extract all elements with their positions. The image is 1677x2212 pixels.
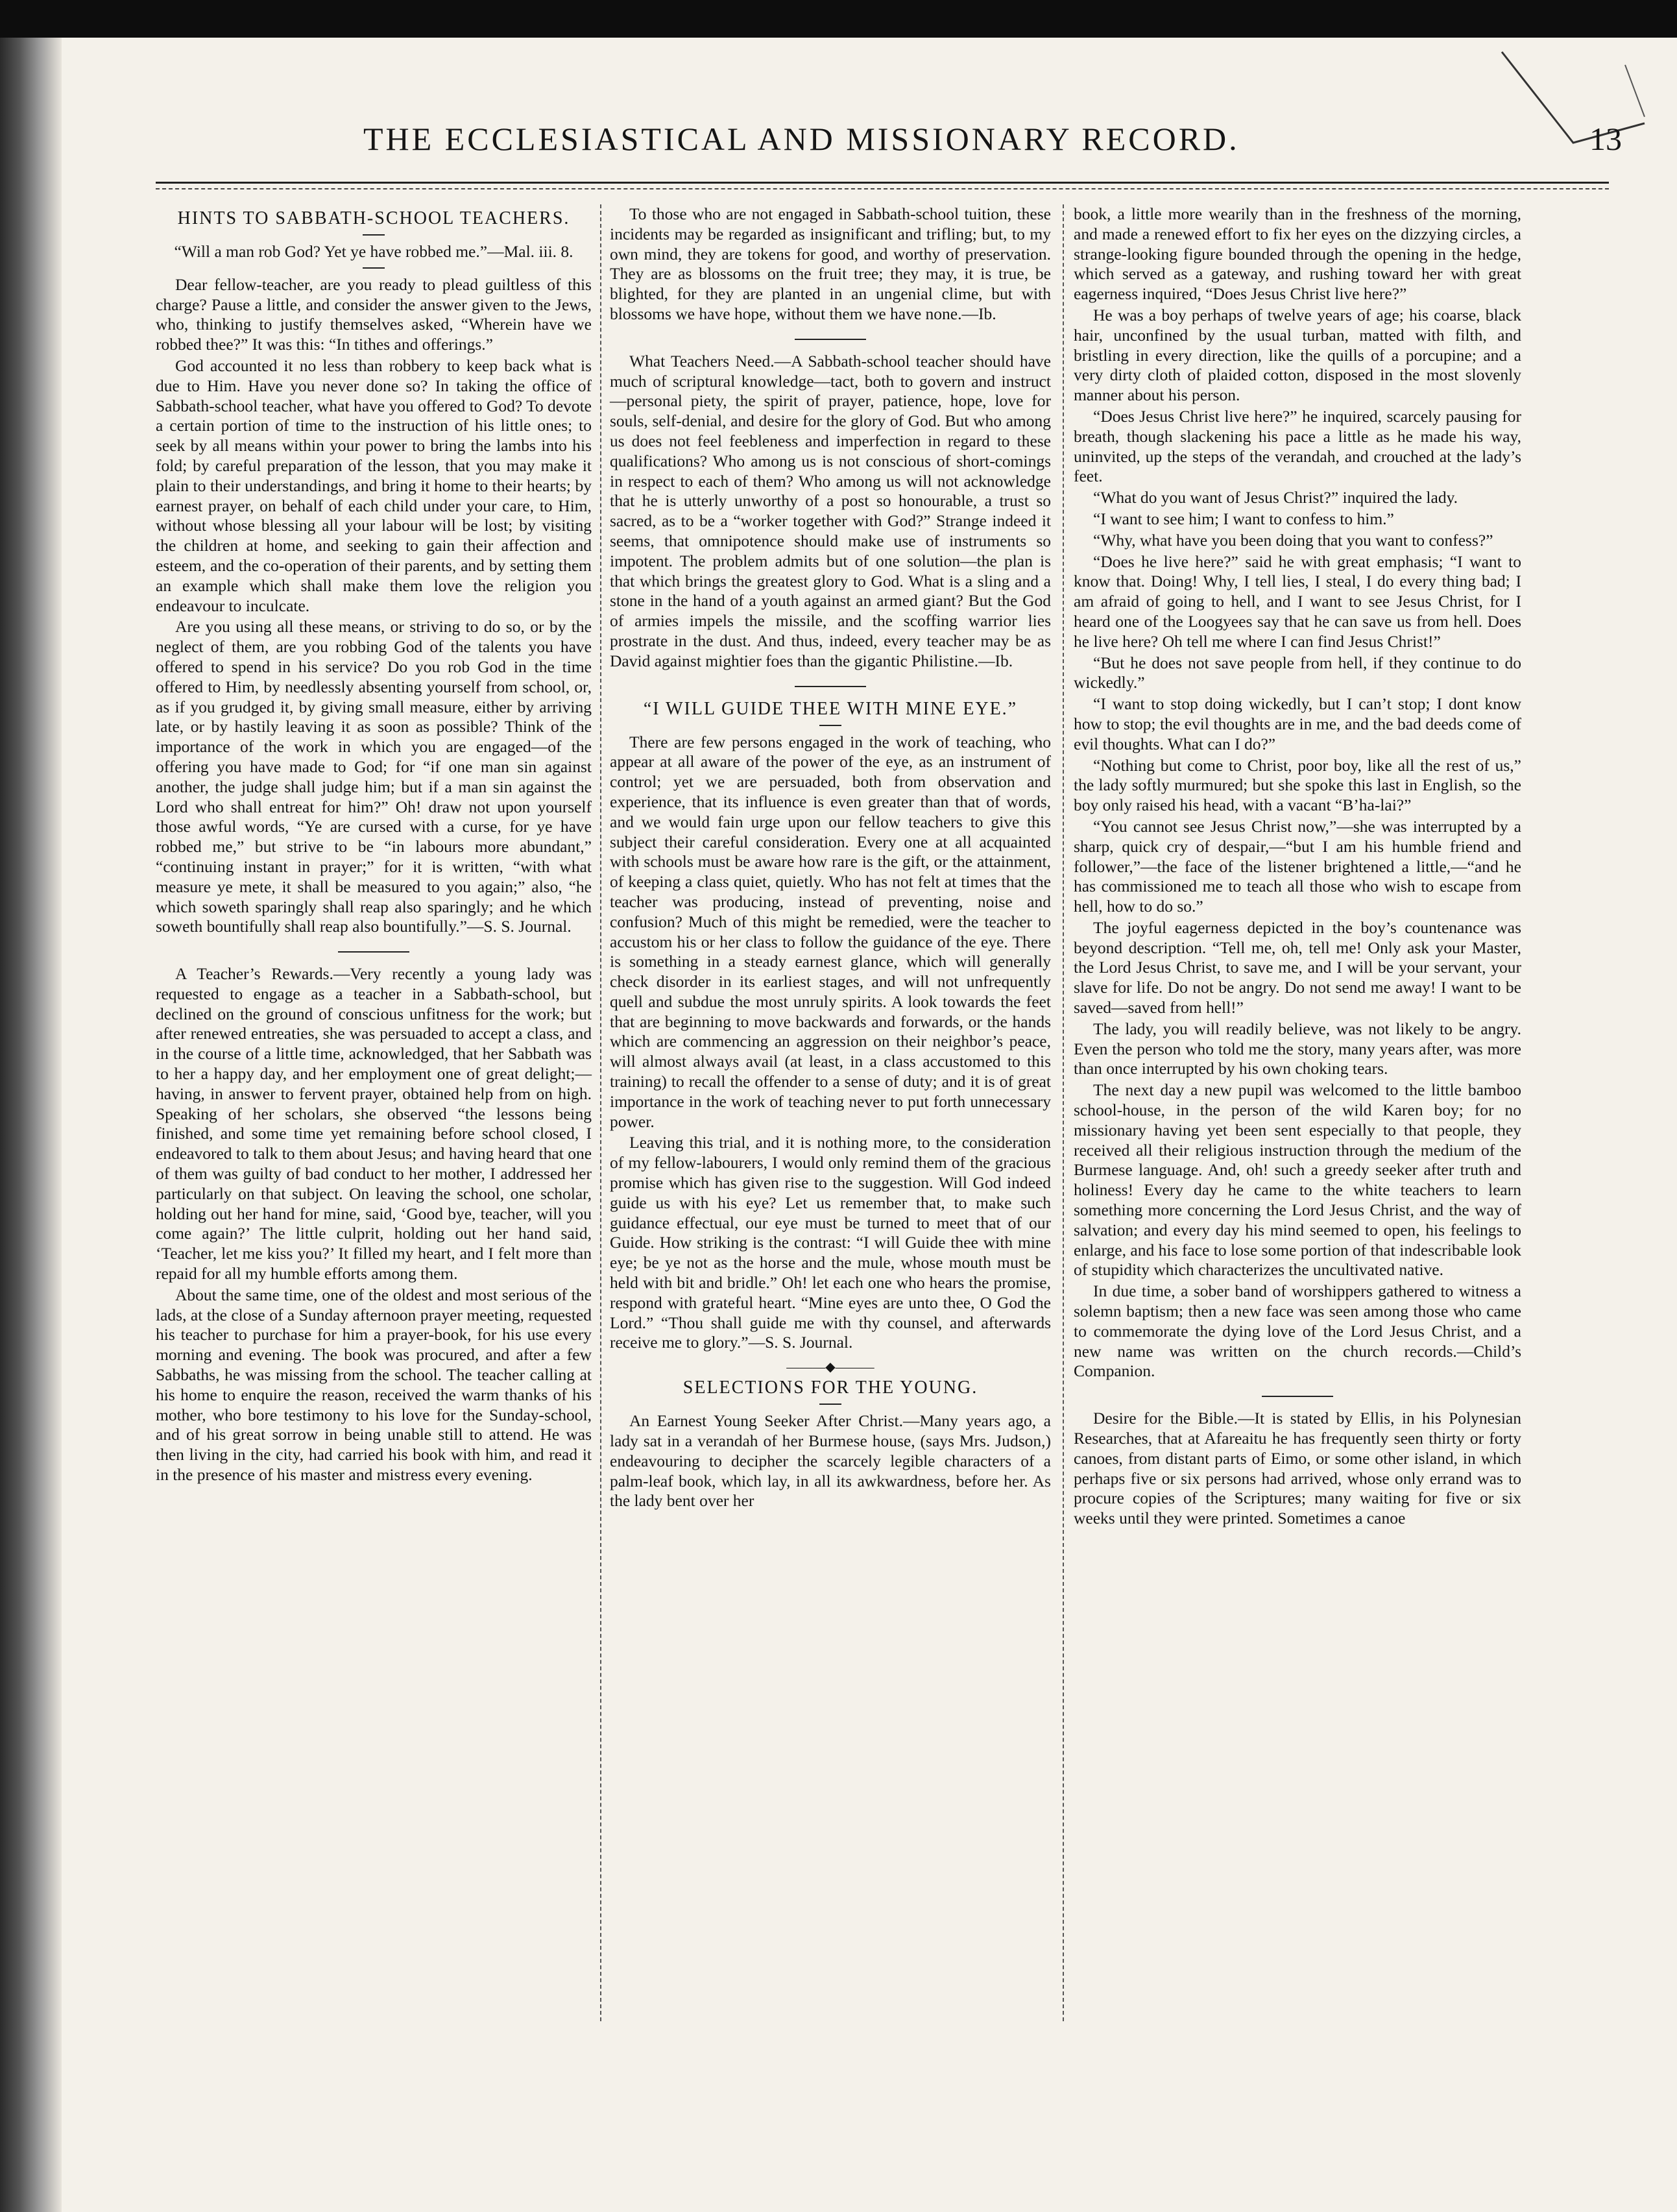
- paragraph: “Why, what have you been doing that you want to confess?”: [1093, 530, 1493, 550]
- paragraph: The lady, you will readily believe, was not likely to be angry. Even the person who told me the story, many years after, was more than once interrupted by his own choking tears.: [1074, 1019, 1521, 1078]
- section-separator: [338, 951, 409, 953]
- title-rule: [819, 1404, 841, 1405]
- page-top-border: [0, 0, 1677, 38]
- column-1: [156, 204, 592, 1487]
- paragraph-what-teachers-need: What Teachers Need.—A Sabbath-school teacher should have much of scriptural knowledge—tact, both to govern and instruct—personal piety, the spirit of prayer, patience, hope, love for souls, self-denial, and desire for the glory of God. But who among us does not feel feebleness and imperfection in regard to these qualifications? Who among us is not conscious of short-comings in respect to each of them? Who among us will not acknowledge that he is utterly unworthy of a post so honourable, a trust so sacred, as to be a “worker together with God?” Strange indeed it seems, that omnipotence should make use of instruments so impotent. The problem admits but of one solution—the plan is that which brings the greatest glory to God. What is a sling and a stone in the hand of a youth against an armed giant? But the God of armies impels the missile, and the scoffing warrior lies prostrate in the dust. And thus, indeed, every teacher may be as David against mightier foes than the gigantic Philistine.—Ib.: [610, 351, 1051, 670]
- running-title: THE ECCLESIASTICAL AND MISSIONARY RECORD.: [363, 121, 1240, 157]
- column-divider: [1063, 204, 1064, 2021]
- section-title-selections: SELECTIONS FOR THE YOUNG.: [682, 1378, 978, 1398]
- title-rule: [363, 234, 385, 236]
- section-separator: [795, 339, 866, 340]
- paragraph-teachers-rewards: A Teacher’s Rewards.—Very recently a young lady was requested to engage as a teacher in a Sabbath-school, but declined on the ground of conscious unfitness for the work; but after renewed entreaties, she was persuaded to accept a class, and in the course of a little time, acknowledged, that her Sabbath was to her a happy day, and her employment one of great delight;—having, in answer to fervent prayer, obtained help from on high. Speaking of her scholars, she observed “the lessons being finished, and some time yet remaining before school closed, I endeavored to talk to them about Jesus; and having heard that one of them was guilty of bad conduct to her mother, I addressed her particularly on that subject. On leaving the school, one scholar, holding out her hand for mine, said, ‘Good bye, teacher, will you come again?’ The little culprit, holding out her hand said, ‘Teacher, let me kiss you?’ It filled my heart, and I felt more than repaid for all my humble efforts among them.: [156, 964, 592, 1283]
- paragraph: book, a little more wearily than in the freshness of the morning, and made a renewed effort to fix her eyes on the dizzying circles, a strange-looking figure bounded through the opening in the hedge, which served as a gateway, and rushing toward her with great eagerness inquired, “Does Jesus Christ live here?”: [1074, 204, 1521, 304]
- paragraph: “Does Jesus Christ live here?” he inquired, scarcely pausing for breath, though slackening his pace a little as he made his way, uninvited, up the steps of the verandah, and crouched at the lady’s feet.: [1074, 406, 1521, 486]
- paragraph: There are few persons engaged in the work of teaching, who appear at all aware of the power of the eye, as an instrument of control; yet we are persuaded, both from observation and experience, that its influence is even greater than that of words, and we would fain urge upon our fellow teachers to give this subject their careful consideration. Every one at all acquainted with schools must be aware how rare is the gift, or the attainment, of keeping a class quiet, quietly. Who has not felt at times that the teacher was producing, instead of preventing, noise and confusion? Much of this might be remedied, were the teacher to accustom his or her class to follow the guidance of the eye. There is something in a steady earnest glance, which will generally check disorder in its earliest stages, and will not unfrequently quell and subdue the most unruly spirits. A look towards the feet that are beginning to move backwards and forwards, or the hands which are commencing an aggression on their neighbor’s peace, will almost always avail (at least, in a class accustomed to this training) to recall the offender to a sense of duty; and it is of great importance in the work of teaching never to put forth unnecessary power.: [610, 732, 1051, 1131]
- section-separator: [795, 686, 866, 687]
- paragraph: “But he does not save people from hell, if they continue to do wickedly.”: [1074, 653, 1521, 692]
- paragraph: “I want to stop doing wickedly, but I can’t stop; I dont know how to stop; the evil thoughts are in me, and the bad deeds come of evil thoughts. What can I do?”: [1074, 694, 1521, 753]
- article-title-hints: HINTS TO SABBATH-SCHOOL TEACHERS.: [177, 208, 570, 228]
- paragraph: God accounted it no less than robbery to keep back what is due to Him. Have you never done so? In taking the office of Sabbath-school teacher, what have you offered to God? To devote a certain portion of time to the instruction of his little ones; to seek by all means within your power to bring the lambs into his fold; by careful preparation of the lesson, that you may make it plain to their understandings, and bring it home to their hearts; by earnest prayer, on behalf of each child under your care, to Him, without whose blessing all your labour will be lost; by visiting the children at home, and seeking to gain their affection and esteem, and the co-operation of their parents, and by setting them an example which shall make them love the religion you endeavour to inculcate.: [156, 356, 592, 615]
- paragraph: Leaving this trial, and it is nothing more, to the consideration of my fellow-labourers, I would only remind them of the gracious promise which has given rise to the suggestion. Will God indeed guide us with his eye? Let us remember that, to make such guidance effectual, our eye must be turned to meet that of our Guide. How striking is the contrast: “I will Guide thee with mine eye; be ye not as the horse and the mule, whose mouth must be held with bit and bridle.” Oh! let each one who hears the promise, respond with grateful heart. “Mine eyes are unto thee, O God the Lord.” “Thou shall guide me with thy counsel, and afterwards receive me to glory.”—S. S. Journal.: [610, 1133, 1051, 1352]
- ornamental-separator: ———◆———: [786, 1360, 875, 1375]
- paragraph: The next day a new pupil was welcomed to the little bamboo school-house, in the person of the wild Karen boy; for no missionary having yet been sent especially to that people, they received all their religious instruction through the medium of the Burmese language. And, oh! such a greedy seeker after truth and holiness! Every day he came to the white teachers to learn something more concerning the Lord Jesus Christ, and the way of salvation; and every day his mind seemed to open, his feelings to enlarge, and his face to lose some portion of that indescribable look of stupidity which characterizes the uncultivated native.: [1074, 1080, 1521, 1280]
- paragraph: Are you using all these means, or striving to do so, or by the neglect of them, are you robbing God of the talents you have offered to spend in his service? Do you rob God in the time offered to Him, by needlessly absenting yourself from school, or, as if you grudged it, by giving small measure, either by arriving late, or by hastily leaving it as soon as possible? Think of the importance of the work in which you are engaged—of the offering you have made to God; for “if one man sin against another, the judge shall judge him; but if a man sin against the Lord who shall entreat for him?” Oh! draw not upon yourself those awful words, “Ye are cursed with a curse, for ye have robbed me,” but strive to be “in labours more abundant,” “continuing instant in prayer;” for it is written, “with what measure ye mete, it shall be measured to you again;” also, “he which soweth sparingly shall reap also sparingly; and he which soweth bountifully shall reap also bountifully.”—S. S. Journal.: [156, 617, 592, 936]
- binding-shadow: [0, 38, 62, 2212]
- paragraph: “You cannot see Jesus Christ now,”—she was interrupted by a sharp, quick cry of despair,—“but I am his humble friend and follower,”—the face of the listener brightened a little,—“and he has commissioned me to teach all those who wish to escape from hell, how to do so.”: [1074, 816, 1521, 916]
- header-rule: [156, 182, 1609, 184]
- paragraph-earnest-seeker: An Earnest Young Seeker After Christ.—Many years ago, a lady sat in a verandah of her Burmese house, (says Mrs. Judson,) endeavouring to decipher the scarcely legible characters of a palm-leaf book, which lay, in all its awkwardness, before her. As the lady bent over her: [610, 1411, 1051, 1511]
- page-number: 13: [1589, 121, 1622, 157]
- paragraph: “Does he live here?” said he with great emphasis; “I want to know that. Doing! Why, I tell lies, I steal, I do every thing bad; I am afraid of going to hell, and I want to see Jesus Christ, for I heard one of the Loogyees say that he can save us from hell. Does he live here? Oh tell me where I can find Jesus Christ!”: [1074, 552, 1521, 651]
- page-header: [91, 120, 1622, 165]
- paragraph-desire-for-bible: Desire for the Bible.—It is stated by Ellis, in his Polynesian Researches, that at Afareaitu he has frequently seen thirty or forty canoes, from distant parts of Eimo, or some other island, in which perhaps five or six persons had arrived, whose only errand was to procure copies of the Scriptures; many waiting for five or six weeks until they were printed. Sometimes a canoe: [1074, 1409, 1521, 1528]
- section-separator: [1262, 1396, 1333, 1397]
- paragraph: “What do you want of Jesus Christ?” inquired the lady.: [1093, 488, 1458, 507]
- article-title-guide: “I WILL GUIDE THEE WITH MINE EYE.”: [643, 698, 1018, 719]
- paragraph: To those who are not engaged in Sabbath-school tuition, these incidents may be regarded as insignificant and trifling; but, to my own mind, they are tokens for good, and worthy of preservation. They are as blossoms on the fruit tree; they may, it is true, be blighted, for they are planted in an ungenial clime, but with blossoms we have hope, without them we have none.—Ib.: [610, 204, 1051, 323]
- paragraph: About the same time, one of the oldest and most serious of the lads, at the close of a Sunday afternoon prayer meeting, requested his teacher to purchase for him a prayer-book, for his use every morning and evening. The book was procured, and after a few Sabbaths, he was missing from the school. The teacher calling at his home to enquire the reason, received the warm thanks of his mother, who bore testimony to his love for the Sunday-school, and of his great sorrow in being unable still to attend. He was then living in the city, had carried his book with him, and read it in the presence of his master and mistress every evening.: [156, 1285, 592, 1485]
- paragraph: “Nothing but come to Christ, poor boy, like all the rest of us,” the lady softly murmured; but she spoke this last in English, so the boy only raised his head, with a vacant “B’ha-lai?”: [1074, 755, 1521, 815]
- paragraph: He was a boy perhaps of twelve years of age; his coarse, black hair, unconfined by the usual turban, matted with filth, and bristling in every direction, like the quills of a porcupine; and a very dirty cloth of plaided cotton, disposed in the most slovenly manner about his person.: [1074, 305, 1521, 405]
- column-2: [610, 204, 1051, 1513]
- title-rule: [363, 267, 385, 269]
- paragraph: The joyful eagerness depicted in the boy’s countenance was beyond description. “Tell me, oh, tell me! Only ask your Master, the Lord Jesus Christ, to save me, and I will be your servant, your slave for life. Do not be angry. Do not send me away! I want to be saved—saved from hell!”: [1074, 918, 1521, 1017]
- header-rule-dashed: [156, 188, 1609, 189]
- column-3: [1074, 204, 1521, 1530]
- epigraph: “Will a man rob God? Yet ye have robbed me.”—Mal. iii. 8.: [174, 242, 573, 261]
- title-rule: [819, 725, 841, 726]
- paragraph: In due time, a sober band of worshippers gathered to witness a solemn baptism; then a new face was seen among those who came to commemorate the dying love of the Lord Jesus Christ, and a new name was written on the church records.—Child’s Companion.: [1074, 1282, 1521, 1381]
- paragraph: Dear fellow-teacher, are you ready to plead guiltless of this charge? Pause a little, and consider the answer given to the Jews, who, thinking to justify themselves asked, “Wherein have we robbed thee?” It was this: “In tithes and offerings.”: [156, 274, 592, 354]
- column-divider: [600, 204, 601, 2021]
- paragraph: “I want to see him; I want to confess to him.”: [1093, 509, 1394, 528]
